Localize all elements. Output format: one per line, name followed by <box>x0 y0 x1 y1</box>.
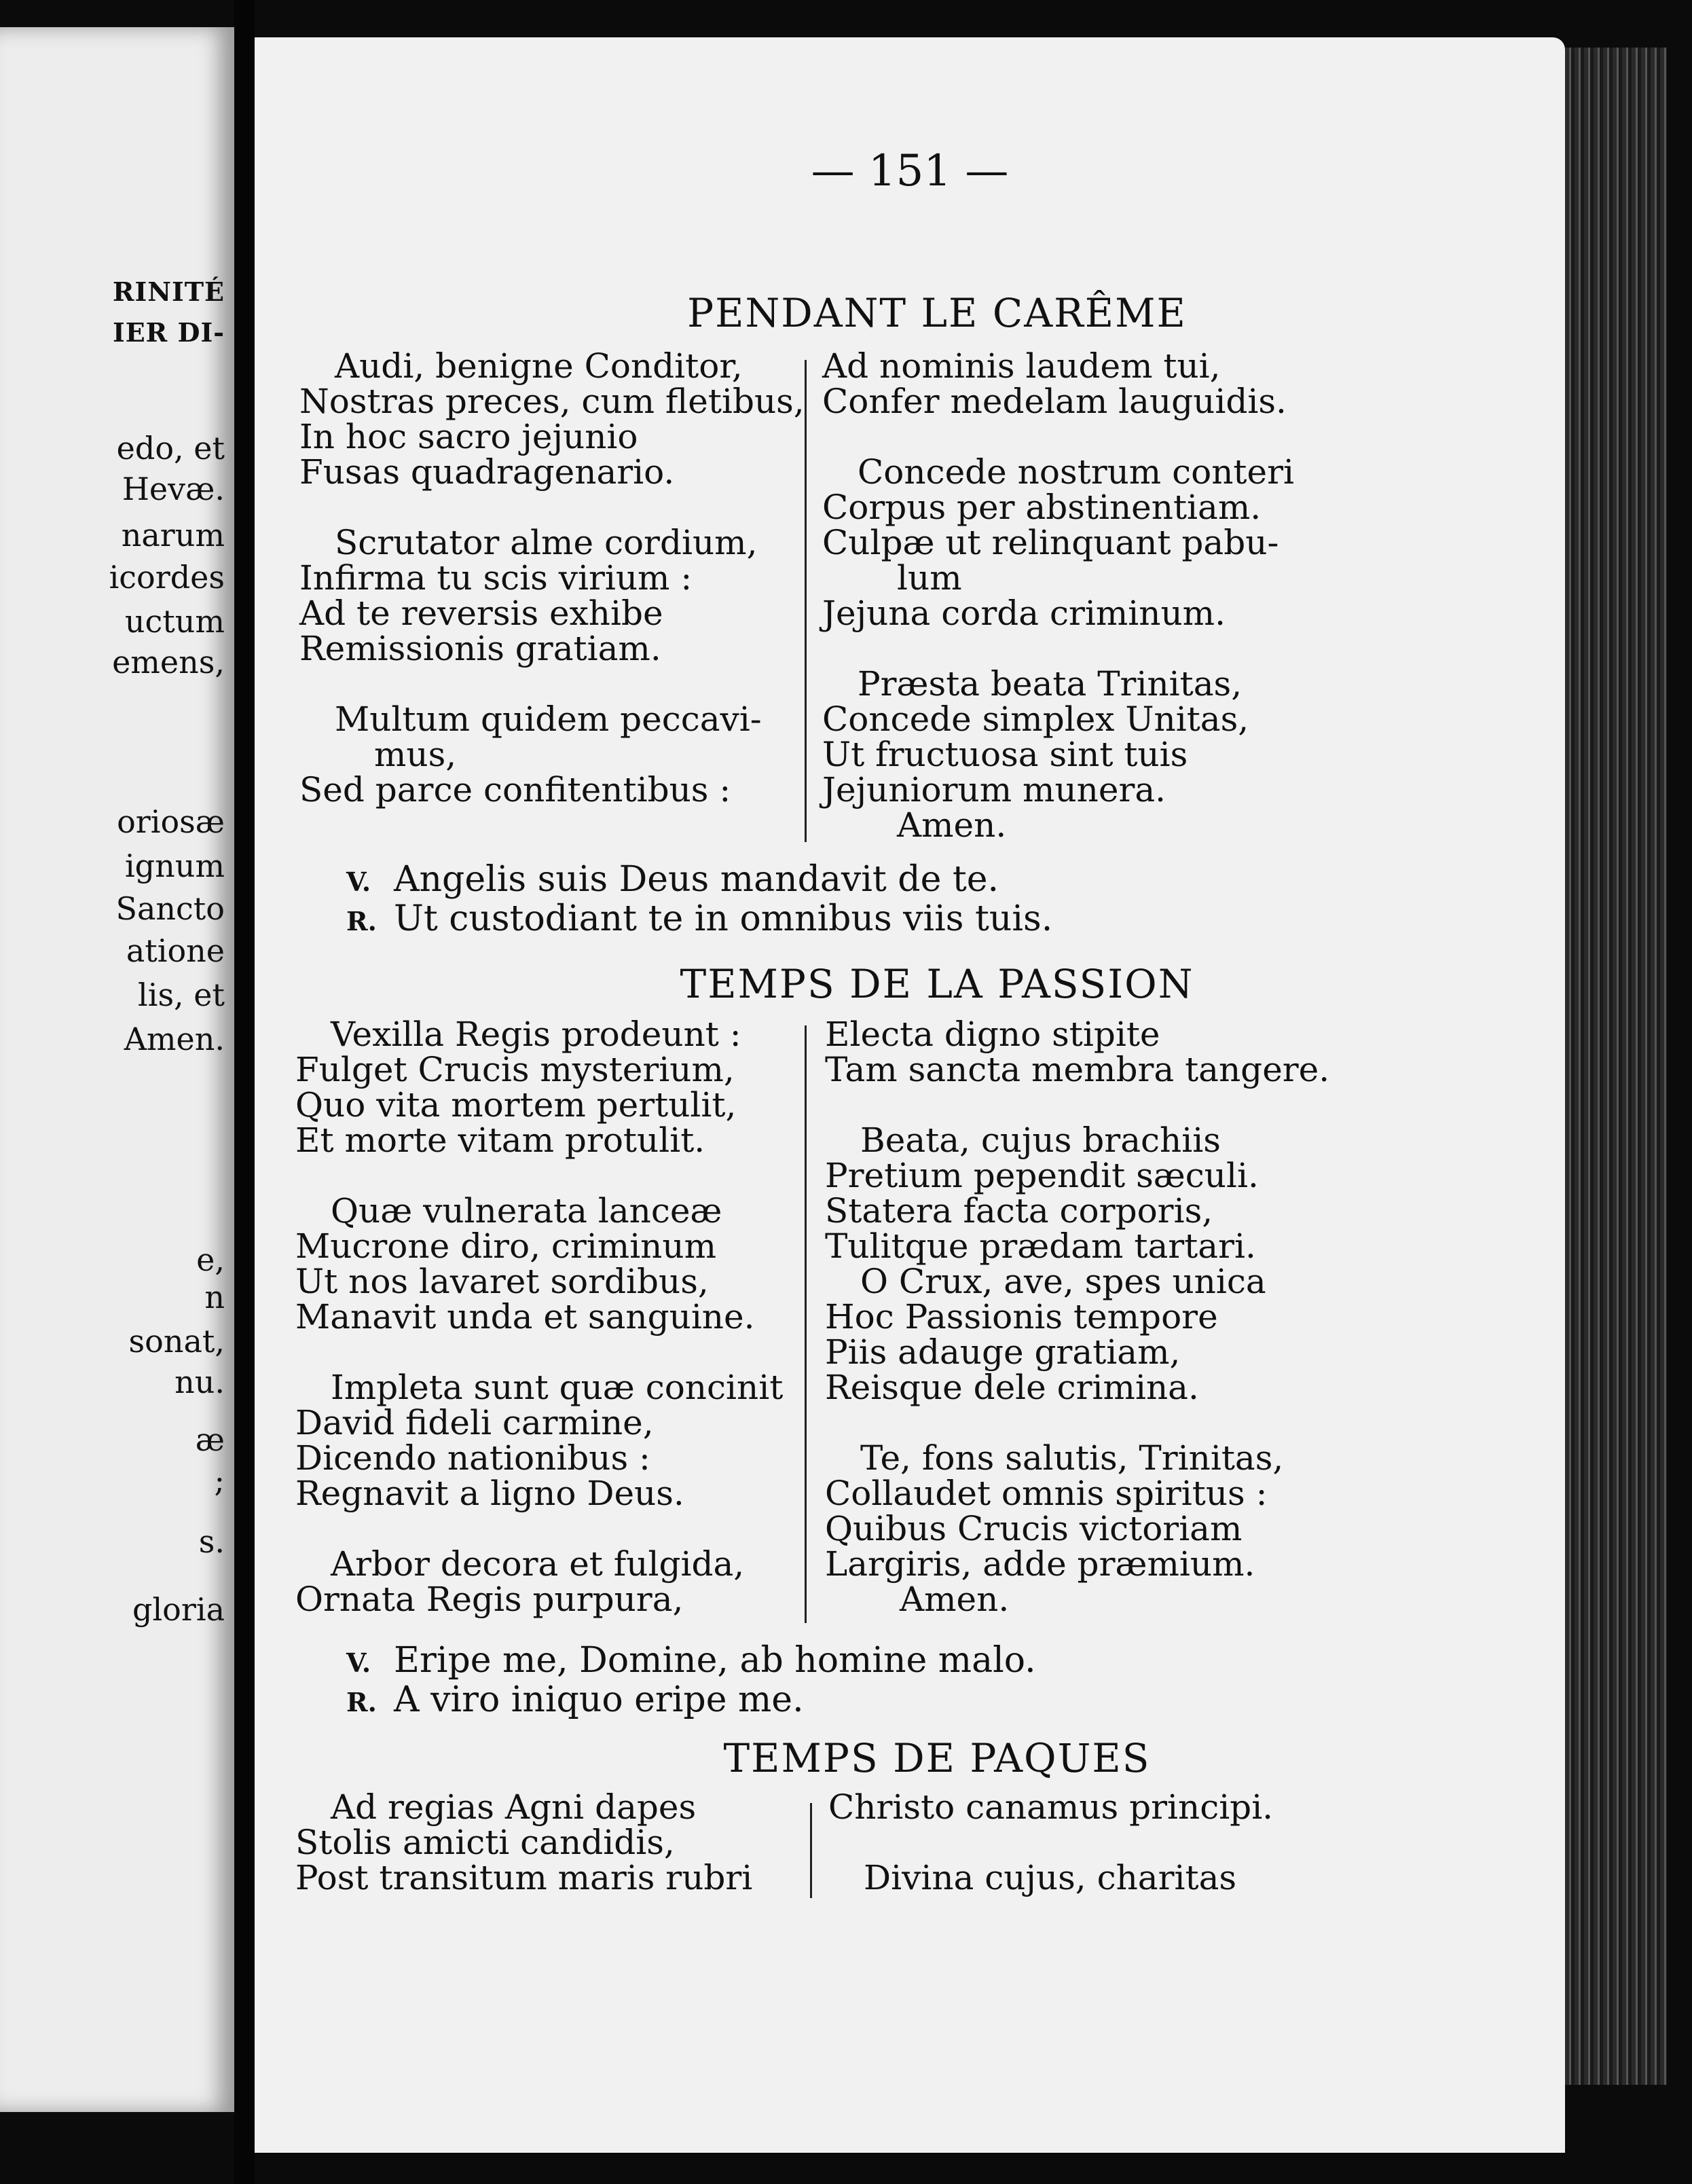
facing-page-text: emens, <box>112 644 225 680</box>
stanza-gap <box>299 666 805 702</box>
verse-line: David fideli carmine, <box>295 1403 654 1442</box>
response-mark: R. <box>346 1687 377 1717</box>
verse-line: Ornata Regis purpura, <box>295 1580 684 1619</box>
verse-line: Sed parce confitentibus : <box>299 770 731 809</box>
verse-line: Quibus Crucis victoriam <box>825 1509 1243 1548</box>
verse-line: Beata, cujus brachiis <box>860 1121 1221 1160</box>
stanza-gap <box>822 631 1294 666</box>
response-passion <box>346 1679 804 1720</box>
verse-line: Ut nos lavaret sordibus, <box>295 1262 709 1301</box>
versicle-mark: V. <box>346 867 371 897</box>
verse-line: Audi, benigne Conditor, <box>335 346 743 386</box>
verse-line: Pretium pependit sæculi. <box>825 1156 1259 1195</box>
verse-line: Te, fons salutis, Trinitas, <box>860 1438 1284 1478</box>
verse-line: Jejuna corda criminum. <box>822 594 1226 633</box>
verse-line: Concede nostrum conteri <box>858 452 1294 492</box>
verse-line: Regnavit a ligno Deus. <box>295 1474 684 1513</box>
heading-paques: TEMPS DE PAQUES <box>723 1735 1151 1781</box>
verse-line: Scrutator alme cordium, <box>335 523 758 562</box>
careme-left-column <box>299 348 805 807</box>
verse-line: Statera facta corporis, <box>825 1191 1213 1231</box>
verse-line: Infirma tu scis virium : <box>299 558 693 598</box>
stanza-gap <box>295 1334 783 1370</box>
verse-line: Quæ vulnerata lanceæ <box>331 1191 722 1231</box>
verse-line: Et morte vitam protulit. <box>295 1121 705 1160</box>
stanza-gap <box>828 1825 1273 1860</box>
passion-right-column <box>825 1017 1329 1617</box>
column-rule <box>805 1025 807 1623</box>
facing-page-text: IER DI- <box>112 317 225 348</box>
versicle-text: Angelis suis Deus mandavit de te. <box>394 859 999 900</box>
facing-page-text: sonat, <box>128 1323 225 1360</box>
verse-line: Divina cujus, charitas <box>864 1858 1237 1897</box>
facing-page-text: uctum <box>124 603 225 640</box>
response-careme <box>346 898 1052 939</box>
response-text: A viro iniquo eripe me. <box>394 1679 804 1720</box>
facing-page-text: nu. <box>174 1364 225 1400</box>
verse-line: Jejuniorum munera. <box>822 770 1166 809</box>
verse-line: Christo canamus principi. <box>828 1787 1274 1827</box>
facing-page-text: narum <box>121 517 225 553</box>
paques-right-column <box>828 1789 1273 1895</box>
facing-page-text: e, <box>196 1241 225 1278</box>
verse-line: In hoc sacro jejunio <box>299 417 638 456</box>
verse-line: Confer medelam lauguidis. <box>822 382 1287 421</box>
facing-page-text: oriosæ <box>117 803 225 840</box>
versicle-careme <box>346 859 999 900</box>
verse-line: O Crux, ave, spes unica <box>860 1262 1266 1301</box>
verse-line: Culpæ ut relinquant pabu- <box>822 523 1279 562</box>
verse-line: Ad te reversis exhibe <box>299 594 663 633</box>
verse-line: Amen. <box>897 805 1007 845</box>
verse-line: mus, <box>374 735 457 774</box>
facing-page-text: icordes <box>109 559 225 596</box>
heading-passion: TEMPS DE LA PASSION <box>680 961 1194 1007</box>
column-rule <box>810 1803 812 1898</box>
response-mark: R. <box>346 906 377 936</box>
verse-line: Reisque dele crimina. <box>825 1368 1199 1407</box>
stanza-gap <box>299 490 805 525</box>
response-text: Ut custodiant te in omnibus viis tuis. <box>394 898 1053 939</box>
verse-line: Fusas quadragenario. <box>299 452 675 492</box>
verse-line: Collaudet omnis spiritus : <box>825 1474 1268 1513</box>
verse-line: Arbor decora et fulgida, <box>331 1544 745 1584</box>
verse-line: Tam sancta membra tangere. <box>825 1050 1330 1089</box>
careme-right-column <box>822 348 1294 843</box>
verse-line: Ad regias Agni dapes <box>331 1787 697 1827</box>
stanza-gap <box>822 419 1294 454</box>
stanza-gap <box>295 1158 783 1193</box>
facing-page-text: Hevæ. <box>122 471 225 507</box>
verse-line: Amen. <box>900 1580 1010 1619</box>
facing-page-text: gloria <box>132 1591 225 1628</box>
verse-line: Tulitque prædam tartari. <box>825 1226 1256 1266</box>
stanza-gap <box>825 1087 1329 1123</box>
verse-line: Piis adauge gratiam, <box>825 1332 1181 1372</box>
verse-line: Ut fructuosa sint tuis <box>822 735 1188 774</box>
versicle-text: Eripe me, Domine, ab homine malo. <box>394 1640 1036 1681</box>
verse-line: Dicendo nationibus : <box>295 1438 650 1478</box>
versicle-passion <box>346 1640 1036 1681</box>
facing-page-text: edo, et <box>116 430 225 467</box>
verse-line: Hoc Passionis tempore <box>825 1297 1218 1336</box>
verse-line: Manavit unda et sanguine. <box>295 1297 755 1336</box>
verse-line: lum <box>897 558 962 598</box>
facing-page-text: s. <box>198 1523 225 1560</box>
facing-page-text: ; <box>214 1462 225 1499</box>
verse-line: Impleta sunt quæ concinit <box>331 1368 784 1407</box>
verse-line: Præsta beata Trinitas, <box>858 664 1243 704</box>
verse-line: Nostras preces, cum fletibus, <box>299 382 805 421</box>
column-rule <box>805 360 807 842</box>
facing-page-text: atione <box>126 932 225 969</box>
stanza-gap <box>295 1511 783 1546</box>
verse-line: Corpus per abstinentiam. <box>822 488 1262 527</box>
page-number: — 151 — <box>811 146 1009 196</box>
facing-page-text: Sancto <box>115 890 225 927</box>
verse-line: Vexilla Regis prodeunt : <box>331 1015 741 1054</box>
verse-line: Post transitum maris rubri <box>295 1858 753 1897</box>
heading-careme: PENDANT LE CARÊME <box>687 290 1187 336</box>
verse-line: Remissionis gratiam. <box>299 629 661 668</box>
verse-line: Stolis amicti candidis, <box>295 1823 675 1862</box>
facing-page-text: ignum <box>124 848 225 884</box>
facing-page-text: n <box>204 1279 225 1315</box>
facing-page-text: æ <box>195 1421 225 1458</box>
facing-page-text: RINITÉ <box>112 276 225 307</box>
facing-page-text: lis, et <box>138 977 225 1013</box>
facing-page-fragment <box>0 27 234 2112</box>
verse-line: Electa digno stipite <box>825 1015 1160 1054</box>
verse-line: Largiris, adde præmium. <box>825 1544 1255 1584</box>
versicle-mark: V. <box>346 1648 371 1678</box>
verse-line: Quo vita mortem pertulit, <box>295 1085 737 1125</box>
verse-line: Mucrone diro, criminum <box>295 1226 716 1266</box>
book-page <box>255 37 1565 2153</box>
stanza-gap <box>825 1405 1329 1440</box>
book-gutter <box>234 0 255 2184</box>
verse-line: Concede simplex Unitas, <box>822 699 1249 739</box>
verse-line: Ad nominis laudem tui, <box>822 346 1221 386</box>
verse-line: Multum quidem peccavi- <box>335 699 762 739</box>
verse-line: Fulget Crucis mysterium, <box>295 1050 735 1089</box>
facing-page-text: Amen. <box>124 1021 225 1057</box>
paques-left-column <box>295 1789 752 1895</box>
page-edges <box>1565 48 1667 2085</box>
passion-left-column <box>295 1017 783 1617</box>
